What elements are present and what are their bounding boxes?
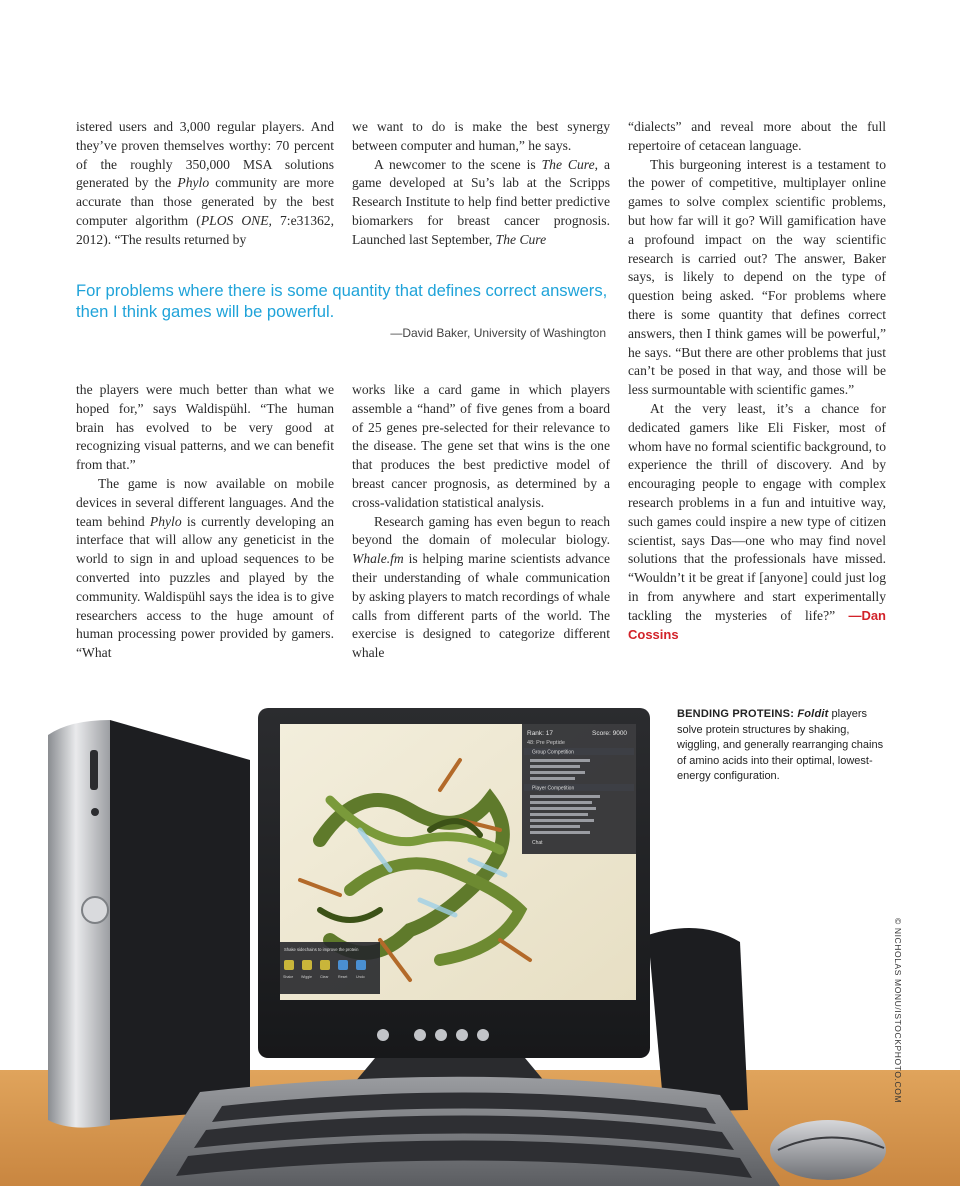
paragraph: This burgeoning interest is a testament to the power of competitive, multiplayer online games to solve complex scientific problems, but how far will it go? Will gamification have a profound impact on the way scientific research is carried out? The answer, Baker says, is likely to depend on the type of question being asked. “For problems where there is some quantity that defines correct answers, then I think games will be powerful,” he says. “But there are other problems that just can’t be posed in that way, and those will be less surmountable with scientific games.”: [628, 156, 886, 398]
tool-tip: Shake sidechains to improve the protein: [284, 947, 359, 952]
score-label: Score: 9000: [592, 730, 628, 737]
mouse: [770, 1120, 886, 1180]
pull-quote-attribution: —David Baker, University of Washington: [390, 326, 606, 340]
panel-heading: Chat: [532, 840, 543, 846]
caption-head: BENDING PROTEINS: Foldit: [677, 708, 829, 720]
paragraph: istered users and 3,000 regular players. And they’ve proven themselves worthy: 70 percent of the roughly 350,000 MSA solutions generated by the Phylo community are more accurate than those generated by the best computer algorithm (PLOS ONE, 7:e31362, 2012). “The results returned by: [76, 119, 334, 247]
tool-label: Clear: [320, 975, 329, 979]
paragraph: Research gaming has even begun to reach beyond the domain of molecular biology. Whale.fm is helping marine scientists advance their understanding of whale communication by asking players to match recordings of whale calls from different parts of the world. The exercise is designed to categorize different whale: [352, 513, 610, 661]
tool-label: Reset: [338, 975, 348, 979]
tool-label: Shake: [283, 975, 294, 979]
paragraph: the players were much better than what we hoped for,” says Waldispühl. “The human brain has evolved to be very good at recognizing visual patterns, and we can benefit from that.”: [76, 382, 334, 473]
paragraph: At the very least, it’s a chance for dedicated gamers like Eli Fisker, most of whom have no formal scientific background, to experience the thrill of discovery. And by encouraging people to engage with complex research problems in a fun and intuitive way, such games could inspire a new type of citizen scientist, says Das—one who may find novel solutions that the professionals have missed. “Wouldn’t it be great if [anyone] could just log in from anywhere and start experimentally tackling the mysteries of life?” —Dan Cossins: [628, 400, 886, 642]
tool-label: Wiggle: [301, 975, 312, 979]
column-2-top: [352, 118, 610, 250]
photo-credit: © NICHOLAS MONU/ISTOCKPHOTO.COM: [893, 918, 903, 1104]
paragraph: A newcomer to the scene is The Cure, a game developed at Su’s lab at the Scripps Research Institute to help find better predictive biomarkers for breast cancer prognosis. Launched last September, The Cure: [352, 156, 610, 247]
author-signature: —Dan Cossins: [628, 607, 886, 642]
tower-front: [48, 720, 110, 1128]
caption-game-name: Foldit: [797, 708, 829, 720]
paragraph: works like a card game in which players assemble a “hand” of five genes from a board of 25 genes pre-selected for their relevance to the disease. The gene set that wins is the one that produces the best predictive model of breast cancer prognosis, as determined by a cross-validation statistical analysis.: [352, 382, 610, 510]
column-1-bottom: [76, 381, 334, 663]
speaker: [648, 928, 748, 1112]
paragraph: we want to do is make the best synergy between computer and human,” he says.: [352, 119, 610, 153]
tool-label: Undo: [356, 975, 365, 979]
pull-quote: [76, 280, 616, 340]
pull-quote-text: For problems where there is some quantity that defines correct answers, then I think games will be powerful.: [76, 281, 608, 321]
puzzle-label: 48: Pre Peptide: [527, 740, 565, 746]
power-button-icon: [82, 897, 108, 923]
column-1-top: [76, 118, 334, 250]
rank-label: Rank: 17: [527, 730, 554, 737]
column-3: [628, 118, 886, 644]
column-2-bottom: [352, 381, 610, 663]
photo-caption: [677, 707, 889, 785]
panel-heading: Player Competition: [532, 785, 575, 792]
caption-body: players solve protein structures by shaking, wiggling, and generally rearranging chains of amino acids into their optimal, lowest-energy configuration.: [677, 708, 884, 782]
tower-side: [110, 720, 250, 1120]
paragraph: The game is now available on mobile devices in several different languages. And the team behind Phylo is currently developing an interface that will allow any geneticist in the world to sign in and upload sequences to be converted into puzzles and played by the community. Waldispühl says the idea is to give researchers access to the huge amount of human processing power provided by gamers. “What: [76, 475, 334, 661]
paragraph: “dialects” and reveal more about the full repertoire of cetacean language.: [628, 119, 886, 153]
panel-heading: Group Competition: [532, 749, 574, 756]
